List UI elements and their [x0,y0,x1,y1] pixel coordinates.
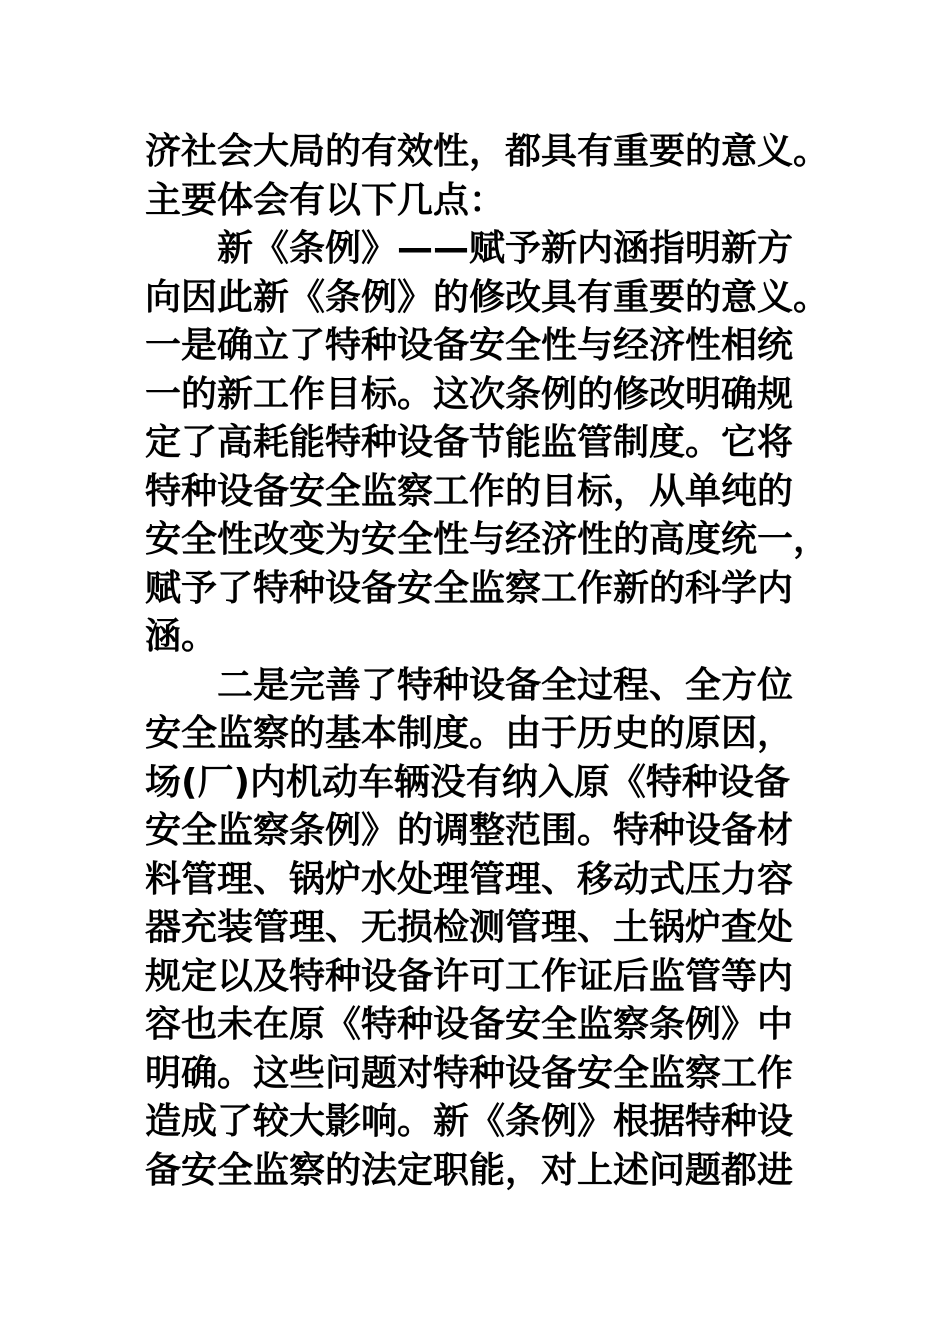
text-line: 场(厂)内机动车辆没有纳入原《特种设备 [145,761,790,803]
body-text [145,128,830,1195]
text-line: 器充装管理、无损检测管理、土锅炉查处 [145,907,794,948]
text-line: 定了高耗能特种设备节能监管制度。它将 [145,422,794,463]
text-line: 特种设备安全监察工作的目标，从单纯的 [145,470,794,512]
text-line: 一的新工作目标。这次条例的修改明确规 [145,373,794,415]
text-line: 料管理、锅炉水处理管理、移动式压力容 [145,858,794,900]
text-line: 备安全监察的法定职能，对上述问题都进 [145,1149,794,1191]
text-line: 安全监察的基本制度。由于历史的原因， [145,713,794,754]
text-line: 规定以及特种设备许可工作证后监管等内 [145,955,794,997]
text-line: 安全监察条例》的调整范围。特种设备材 [145,810,794,851]
text-line: 明确。这些问题对特种设备安全监察工作 [145,1052,794,1094]
text-line: 容也未在原《特种设备安全监察条例》中 [145,1004,794,1045]
text-line: 新《条例》——赋予新内涵指明新方 [145,228,794,269]
text-line: 涵。 [145,616,218,657]
text-line: 一是确立了特种设备安全性与经济性相统 [145,325,794,366]
text-line: 主要体会有以下几点： [145,179,506,221]
text-line: 赋予了特种设备安全监察工作新的科学内 [145,567,794,609]
text-line: 济社会大局的有效性，都具有重要的意义。 [145,131,830,172]
text-line: 安全性改变为安全性与经济性的高度统一， [145,519,830,560]
text-line: 向因此新《条例》的修改具有重要的意义。 [145,276,830,318]
text-line: 二是完善了特种设备全过程、全方位 [145,664,794,706]
text-line: 造成了较大影响。新《条例》根据特种设 [145,1101,794,1142]
